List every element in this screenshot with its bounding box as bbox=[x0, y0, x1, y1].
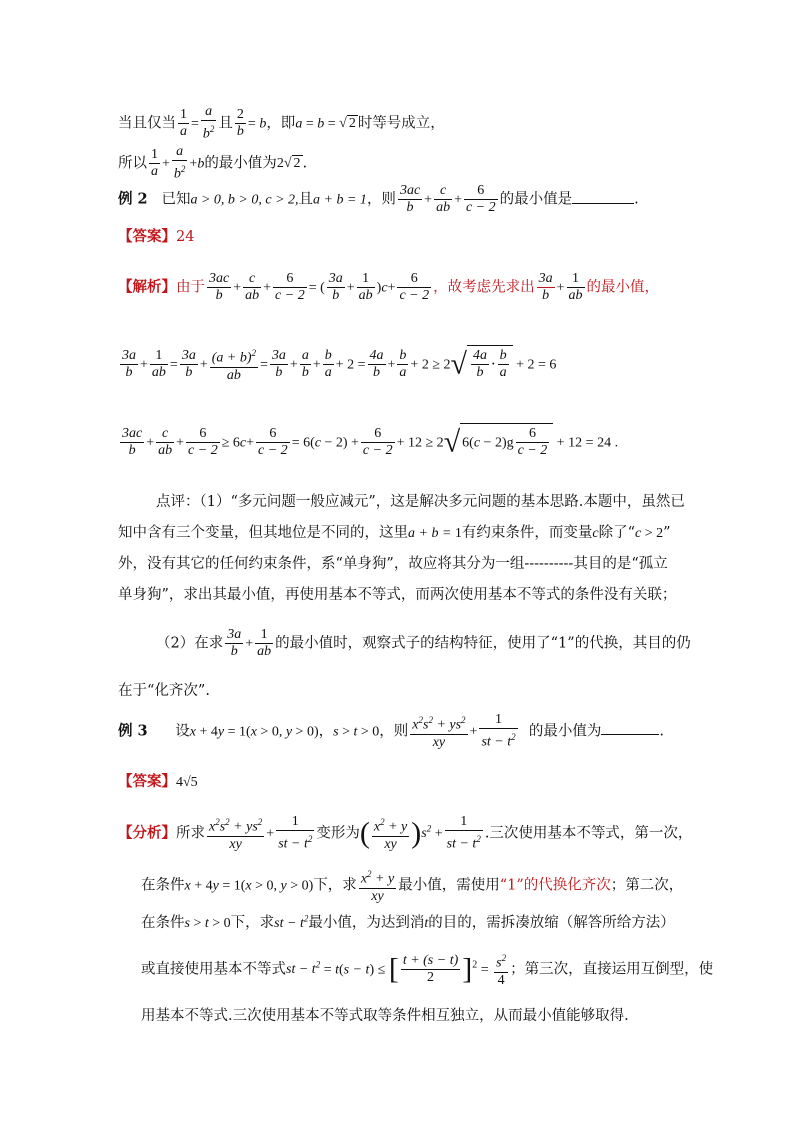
fraction: $\frac{1}{a}$ bbox=[180, 106, 187, 139]
example-text: 且 bbox=[298, 191, 314, 208]
analysis-line-4: 或直接使用基本不等式st − $t^2 = t(s - t)$ ≤ [ $\frac{t + (s - t)}{2}$ ]$^2$ = $\frac{s^2}{4}$ ；第三次，直接运用互倒型，使 bbox=[141, 950, 713, 989]
fraction: $\frac{3ac}{b}$ bbox=[399, 183, 421, 215]
comment-line: 外，没有其它的任何约束条件，系“单身狗”，故应将其分为一组----------其目的是“孤立 bbox=[118, 556, 668, 572]
equation-line-2: $\frac{3ac}{b}$ + $\frac{c}{ab}$ + $\frac{6}{c - 2}$ ≥ 6c+ $\frac{6}{c - 2}$ = 6(c − 2) + $\frac{6}{c - 2}$ + 12 ≥ 2√ 6(c − 2)g $\frac{6}{c - 2}$ + 12 = 24 . bbox=[118, 423, 618, 460]
fraction: $\frac{1}{ab}$ bbox=[568, 271, 583, 303]
intro-line-1: 当且仅当 $\frac{1}{a}$ = $\frac{a}{b^2}$ 且 $\frac{2}{b}$ = b，即a = b = √ 2 时等号成立， bbox=[118, 104, 445, 142]
intro-line-2: 所以 $\frac{1}{a}$ + $\frac{a}{b^2}$ +b的最小值为2√ 2 . bbox=[118, 144, 308, 182]
solution-text: ，故考虑先求出 bbox=[433, 279, 535, 296]
analysis-line-2: 在条件x + 4y = 1(x > 0, y > 0)下，求 $\frac{x^2 + y}{xy}$ 最小值，需使用“1”的代换化齐次；第二次， bbox=[141, 866, 683, 905]
comment-line-6: 在于“化齐次”. bbox=[118, 683, 210, 699]
solution-text: 的最小值， bbox=[586, 279, 660, 296]
solution-2-line: 【解析】由于 $\frac{3ac}{b}$ + $\frac{c}{ab}$ + $\frac{6}{c - 2}$ = ( $\frac{3a}{b}$ + $\frac{1}{ab}$ )c+ $\frac{6}{c - 2}$ ，故考虑先求出 $\frac{3a}{b}$ + $\frac{1}{ab}$ 的最小值， bbox=[118, 271, 660, 303]
comment-paragraph bbox=[118, 487, 688, 611]
example-text: ，则 bbox=[366, 191, 396, 208]
fraction: $\frac{1}{a}$ bbox=[151, 146, 158, 179]
fraction: $\frac{3a}{b}$ bbox=[538, 271, 553, 303]
example-condition: a + b = 1 bbox=[313, 192, 367, 208]
example-label: 例 2 bbox=[118, 190, 148, 208]
intro-text: ，即 bbox=[266, 115, 296, 132]
fraction: $\frac{6}{c - 2}$ bbox=[465, 183, 496, 215]
fraction: $\frac{a}{b^2}$ bbox=[202, 104, 215, 142]
fraction: $\frac{c}{ab}$ bbox=[436, 183, 451, 215]
intro-text: 当且仅当 bbox=[118, 115, 176, 132]
fraction: $\frac{1}{ab}$ bbox=[358, 271, 373, 303]
intro-text: 的最小值为 bbox=[204, 155, 277, 172]
solution-label: 【解析】 bbox=[118, 278, 176, 296]
answer-value: 4√5 bbox=[176, 775, 198, 790]
answer-value: 24 bbox=[176, 229, 195, 245]
answer-blank bbox=[601, 734, 659, 735]
answer-label: 【答案】 bbox=[118, 228, 176, 245]
intro-text: 时等号成立， bbox=[357, 115, 445, 132]
fraction: $\frac{2}{b}$ bbox=[236, 106, 244, 139]
fraction: $\frac{c}{ab}$ bbox=[245, 271, 260, 303]
intro-text: 所以 bbox=[118, 155, 147, 172]
example-text: 已知 bbox=[161, 191, 191, 208]
example-condition: a > 0, b > 0, c > 2, bbox=[190, 192, 299, 208]
fraction: $\frac{3a}{b}$ bbox=[328, 271, 343, 303]
answer-2 bbox=[118, 225, 194, 246]
comment-line: 点评：（1）“多元问题一般应减元”，这是解决多元问题的基本思路.本题中，虽然已 bbox=[156, 494, 685, 510]
fraction: $\frac{3ac}{b}$ bbox=[209, 271, 230, 303]
fraction: $\frac{a}{b^2}$ bbox=[173, 144, 186, 182]
comment-line: 知中含有三个变量，但其地位是不同的，这里a + b = 1有约束条件，而变量c除了“c > 2” bbox=[118, 525, 671, 541]
fraction: $\frac{6}{c - 2}$ bbox=[399, 271, 430, 303]
example-3: 例 3 设x + 4y = 1(x > 0, y > 0)，s > t > 0，则 $\frac{x^2s^2 + ys^2}{xy}$ + $\frac{1}{st - t^2}$ 的最小值为 . bbox=[118, 712, 664, 750]
answer-label: 【答案】 bbox=[118, 773, 176, 790]
intro-text: 且 bbox=[218, 115, 233, 132]
answer-blank bbox=[572, 203, 634, 204]
analysis-line-1: 【分析】所求 $\frac{x^2s^2 + ys^2}{xy}$ + $\frac{1}{st - t^2}$ 变形为( $\frac{x^2 + y}{xy}$ )$s^2$ + $\frac{1}{st - t^2}$ .三次使用基本不等式，第一次， bbox=[118, 814, 693, 852]
equation-line-1: $\frac{3a}{b}$ + $\frac{1}{ab}$ = $\frac{3a}{b}$ + $\frac{(a + b)^2}{ab}$ = $\frac{3a}{b}$ + $\frac{a}{b}$ + $\frac{b}{a}$ + 2 = $\frac{4a}{b}$ + $\frac{b}{a}$ + 2 ≥ 2√ $\frac{4a}{b}$ · $\frac{b}{a}$ + 2 = 6 bbox=[118, 345, 556, 384]
example-label: 例 3 bbox=[118, 722, 148, 740]
analysis-line-3: 在条件s > t > 0下，求st − $t^2$最小值，为达到消t的目的，需拆凑放缩（解答所给方法） bbox=[141, 913, 675, 931]
solution-text: 由于 bbox=[176, 279, 205, 296]
comment-line: 单身狗”，求出其最小值，再使用基本不等式，而两次使用基本不等式的条件没有关联； bbox=[118, 587, 677, 603]
analysis-line-5: 用基本不等式.三次使用基本不等式取等条件相互独立，从而最小值能够取得. bbox=[141, 1008, 629, 1024]
fraction: $\frac{6}{c - 2}$ bbox=[275, 271, 305, 303]
answer-3 bbox=[118, 770, 198, 791]
comment-line-5: （2）在求 $\frac{3a}{b}$ + $\frac{1}{ab}$ 的最小值时，观察式子的结构特征，使用了“1”的代换，其目的仍 bbox=[156, 627, 691, 659]
example-2: 例 2 已知a > 0, b > 0, c > 2,且a + b = 1，则 $\frac{3ac}{b}$ + $\frac{c}{ab}$ + $\frac{6}{c - 2}$ 的最小值是 . bbox=[118, 183, 639, 215]
analysis-label: 【分析】 bbox=[118, 824, 176, 842]
example-text: 的最小值是 bbox=[499, 191, 573, 208]
period: . bbox=[634, 191, 639, 208]
